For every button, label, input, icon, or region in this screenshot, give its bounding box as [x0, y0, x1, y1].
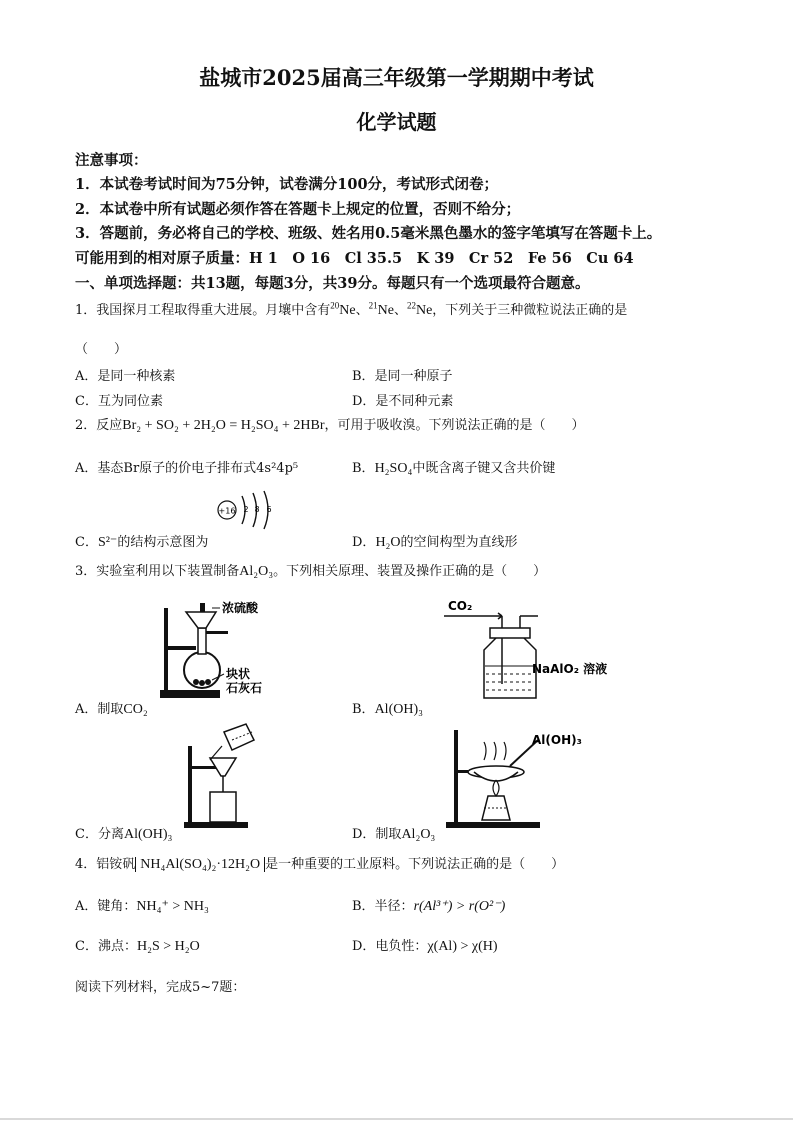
diagram-shell-2: 8	[254, 505, 260, 514]
diagram-shell-3: 6	[266, 505, 272, 514]
notice-item-2: 2．本试卷中所有试题必须作答在答题卡上规定的位置，否则不给分；	[75, 201, 521, 218]
label-co2-gas: CO₂	[448, 599, 473, 613]
q4-option-a: A．键角：NH₄⁺ > NH₃	[75, 899, 209, 914]
section-heading: 一、单项选择题：共13题，每题3分，共39分。每题只有一个选项最符合题意。	[75, 275, 590, 292]
q1-stem-b: ，下列关于三种微粒说法正确的是	[432, 303, 628, 318]
label-conc-sulfuric-acid: 浓硫酸	[222, 601, 259, 615]
label-limestone-2: 石灰石	[226, 681, 263, 695]
q3-option-c: C．分离Al(OH)₃	[75, 827, 173, 842]
reading-instruction: 阅读下列材料，完成5~7题：	[75, 980, 246, 995]
q4-stem: 4．铝铵矾 NH₄Al(SO₄)₂·12H₂O 是一种重要的工业原料。下列说法正确的是（ ）	[75, 857, 565, 872]
exam-title: 盐城市2025届高三年级第一学期期中考试	[199, 65, 594, 90]
label-limestone-1: 块状	[226, 667, 251, 681]
apparatus-c-filtration	[180, 720, 270, 830]
q3-option-a: A．制取CO₂	[75, 702, 148, 717]
q1-ne22: $^{22}$Ne	[406, 300, 433, 318]
q2-equation: Br₂ + SO₂ + 2H₂O = H₂SO₄ + 2HBr	[122, 418, 325, 433]
label-aloh3-crucible: Al(OH)₃	[532, 733, 582, 747]
q1-option-c: C．互为同位素	[75, 394, 163, 409]
q4-option-b: B．半径：r(Al³⁺) > r(O²⁻)	[352, 899, 506, 914]
q2-option-a: A．基态Br原子的价电子排布式4s²4p⁵	[75, 461, 299, 476]
q3-option-d: D．制取Al₂O₃	[352, 827, 436, 842]
q3-stem: 3．实验室利用以下装置制备Al₂O₃。下列相关原理、装置及操作正确的是（ ）	[75, 564, 547, 579]
q1-ne20: $^{20}$Ne	[330, 300, 356, 318]
q4-option-c: C．沸点：H₂S > H₂O	[75, 939, 200, 954]
q1-paren: （ ）	[75, 342, 128, 357]
apparatus-b-gas-bottle	[440, 598, 620, 702]
label-naalo2-solution: NaAlO₂ 溶液	[532, 662, 608, 676]
page-bottom-divider	[0, 1118, 793, 1120]
q1-option-a: A．是同一种核素	[75, 369, 176, 384]
atomic-masses: 可能用到的相对原子质量：H 1 O 16 Cl 35.5 K 39 Cr 52 Fe 56 Cu 64	[75, 250, 634, 267]
q1-ne21: $^{21}$Ne	[368, 300, 394, 318]
notice-item-3: 3．答题前，务必将自己的学校、班级、姓名用0.5毫米黑色墨水的签字笔填写在答题卡上。	[75, 225, 662, 242]
q1-option-b: B．是同一种原子	[352, 369, 453, 384]
apparatus-a-co2-generator	[150, 598, 290, 700]
q4-option-d: D．电负性：χ(Al) > χ(H)	[352, 939, 498, 954]
diagram-nucleus-label: +16	[218, 506, 236, 516]
q2-stem: 2．反应Br₂ + SO₂ + 2H₂O = H₂SO₄ + 2HBr，可用于吸收溴。下列说法正确的是（ ）	[75, 418, 585, 433]
notice-heading: 注意事项：	[75, 152, 148, 169]
q3-option-b: B．Al(OH)₃	[352, 702, 423, 717]
q2-option-d: D．H₂O的空间构型为直线形	[352, 535, 518, 550]
notice-item-1: 1．本试卷考试时间为75分钟，试卷满分100分，考试形式闭卷；	[75, 176, 499, 193]
q1-option-d: D．是不同种元素	[352, 394, 454, 409]
subject-title: 化学试题	[356, 110, 437, 134]
q2-option-b: B．H₂SO₄中既含离子键又含共价键	[352, 461, 556, 476]
q1-stem: 1．我国探月工程取得重大进展。月壤中含有$^{20}$Ne、$^{21}$Ne、$^{22}$Ne，下列关于三种微粒说法正确的是	[75, 300, 628, 318]
q4-formula: NH₄Al(SO₄)₂·12H₂O	[135, 857, 265, 872]
q1-stem-a: 1．我国探月工程取得重大进展。月壤中含有	[75, 303, 331, 318]
diagram-shell-1: 2	[243, 505, 249, 514]
sulfur-ion-structure-diagram	[212, 490, 278, 530]
apparatus-d-crucible-heating	[440, 720, 600, 830]
q2-option-c: C．S²⁻的结构示意图为	[75, 535, 209, 550]
